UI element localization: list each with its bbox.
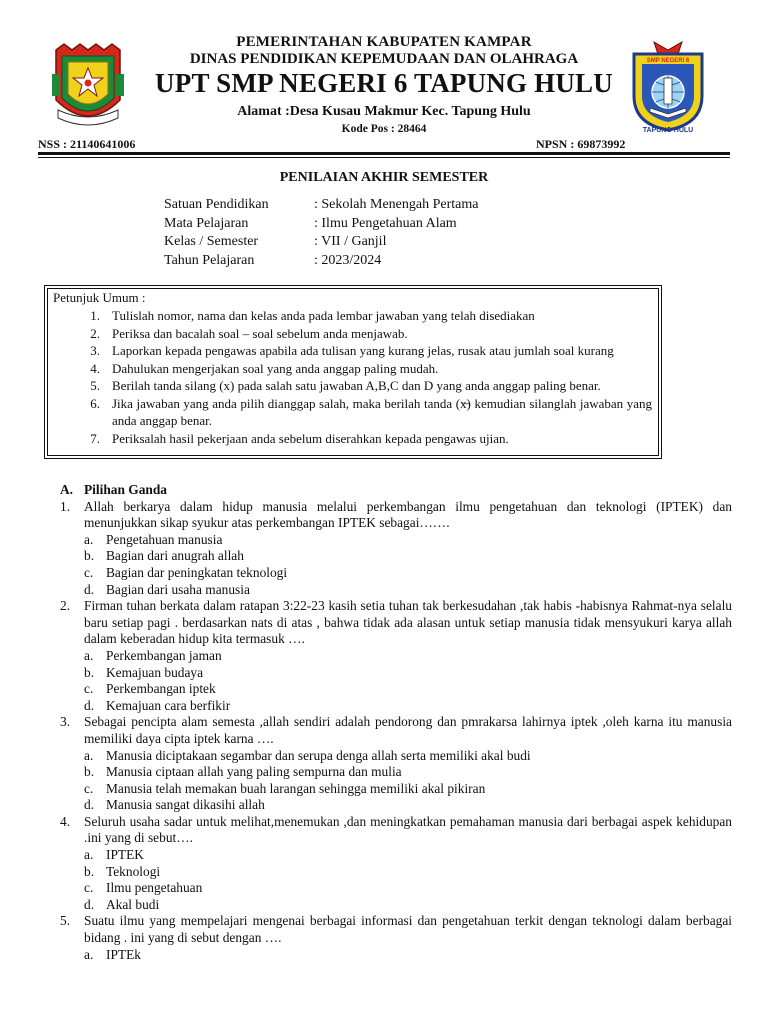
instruction-item — [68, 430, 652, 448]
option-text: Bagian dar peningkatan teknologi — [106, 564, 288, 580]
question-text: Sebagai pencipta alam semesta ,allah sendiri adalah pendorong dan pmrakarsa lahirnya iptek ,oleh karna itu manusia memiliki daya cipta iptek karna …. — [84, 714, 732, 746]
option-text: IPTEk — [106, 946, 141, 962]
school-name: UPT SMP NEGERI 6 TAPUNG HULU — [155, 68, 613, 98]
option-text: Perkembangan jaman — [106, 647, 222, 663]
exam-info — [164, 196, 478, 270]
instruction-number: 4. — [90, 360, 100, 376]
option-letter: a. — [84, 531, 94, 547]
option-text: Kemajuan cara berfikir — [106, 697, 231, 713]
option-letter: c. — [84, 564, 94, 580]
option-text: Manusia telah memakan buah larangan sehingga memiliki akal pikiran — [106, 780, 486, 796]
instructions-heading: Petunjuk Umum : — [53, 290, 146, 305]
instruction-item — [68, 342, 652, 360]
postal-code: Kode Pos : 28464 — [341, 123, 427, 135]
letterhead-divider-thin — [38, 157, 730, 158]
instruction-number: 1. — [90, 308, 100, 323]
section-letter: A. — [60, 482, 74, 497]
answer-option — [60, 698, 732, 715]
instructions-list — [68, 307, 652, 447]
section-heading — [60, 482, 732, 499]
question — [60, 714, 732, 747]
instruction-item — [68, 360, 652, 378]
info-value: : VII / Ganjil — [314, 234, 387, 249]
option-text: Teknologi — [106, 863, 161, 879]
question-number: 3. — [60, 714, 71, 730]
npsn-number: NPSN : 69873992 — [536, 137, 626, 151]
question-text: Suatu ilmu yang mempelajari mengenai berbagai informasi dan pengetahuan terkit dengan teknologi dalam berbagai bidang . ini yang di sebut dengan …. — [84, 913, 732, 946]
question-text: Seluruh usaha sadar untuk melihat,menemukan ,dan meningkatkan pemahaman manusia dari berbagai aspek kehidupan .ini yang di sebut…. — [84, 813, 732, 846]
question-text: Allah berkarya dalam hidup manusia melalui perkembangan ilmu pengetahuan dan teknologi (IPTEK) dan menunjukkan sikap syukur atas perkembangan IPTEK sebagai……. — [84, 498, 732, 531]
info-row — [164, 252, 478, 271]
question-text: Firman tuhan berkata dalam ratapan 3:22-23 kasih setia tuhan tak berkesudahan ,tak habis -habisnya Rahmat-nya selalu baru setiap pagi . berdasarkan nats di atas , bahwa tidak ada alasan untuk setiap manusia tidak mensyukuri karya allah dalam keberadan hidup kita termasuk …. — [84, 598, 732, 647]
info-value: : 2023/2024 — [314, 252, 382, 268]
info-label: Kelas / Semester — [164, 234, 259, 249]
question — [60, 814, 732, 847]
option-letter: d. — [84, 581, 95, 597]
option-letter: b. — [84, 764, 95, 780]
info-row — [164, 215, 478, 234]
answer-option — [60, 681, 732, 698]
info-label: Tahun Pelajaran — [164, 252, 255, 268]
option-text: Ilmu pengetahuan — [106, 880, 203, 896]
info-label: Mata Pelajaran — [164, 215, 249, 231]
option-text: Manusia sangat dikasihi allah — [106, 797, 265, 813]
option-text: Manusia ciptaan allah yang paling sempurna dan mulia — [106, 764, 402, 780]
option-text: Bagian dari usaha manusia — [106, 581, 250, 597]
department-name: DINAS PENDIDIKAN KEPEMUDAAN DAN OLAHRAGA — [189, 51, 579, 67]
option-letter: c. — [84, 681, 94, 697]
option-text: Perkembangan iptek — [106, 681, 216, 697]
answer-option — [60, 847, 732, 864]
answer-option — [60, 532, 732, 549]
option-letter: a. — [84, 847, 94, 863]
instruction-number: 2. — [90, 325, 100, 341]
question-number: 4. — [60, 813, 71, 829]
question — [60, 499, 732, 532]
instruction-text: Berilah tanda silang (x) pada salah satu jawaban A,B,C dan D yang anda anggap paling benar. — [112, 378, 601, 393]
answer-option — [60, 748, 732, 765]
answer-option — [60, 947, 732, 964]
option-text: Bagian dari anugrah allah — [106, 548, 244, 564]
answer-option — [60, 781, 732, 798]
option-letter: a. — [84, 747, 94, 763]
question-number: 1. — [60, 498, 71, 514]
instruction-number: 3. — [90, 343, 100, 358]
question-number: 2. — [60, 598, 71, 614]
option-text: Kemajuan budaya — [106, 664, 204, 680]
instruction-number: 7. — [90, 430, 100, 446]
answer-option — [60, 797, 732, 814]
instruction-number: 6. — [90, 395, 100, 411]
instruction-text: Periksalah hasil pekerjaan anda sebelum diserahkan kepada pengawas ujian. — [112, 430, 509, 446]
questions-section — [60, 482, 732, 963]
option-text: IPTEK — [106, 847, 144, 863]
option-letter: b. — [84, 863, 95, 879]
school-address: Alamat :Desa Kusau Makmur Kec. Tapung Hulu — [237, 104, 531, 119]
instruction-text: Tulislah nomor, nama dan kelas anda pada lembar jawaban yang telah disediakan — [112, 308, 535, 323]
option-text: Akal budi — [106, 896, 160, 912]
instruction-text: Laporkan kepada pengawas apabila ada tulisan yang kurang jelas, rusak atau jumlah soal kurang — [112, 343, 614, 358]
option-letter: b. — [84, 548, 95, 564]
option-letter: c. — [84, 880, 94, 896]
instruction-number: 5. — [90, 378, 100, 393]
letterhead-divider — [38, 152, 730, 155]
option-text: Manusia diciptakaan segambar dan serupa denga allah serta memiliki akal budi — [106, 747, 531, 763]
nss-number: NSS : 21140641006 — [38, 137, 136, 151]
answer-option — [60, 880, 732, 897]
answer-option — [60, 764, 732, 781]
option-letter: d. — [84, 797, 95, 813]
answer-option — [60, 648, 732, 665]
instruction-item — [68, 377, 652, 395]
question — [60, 913, 732, 946]
answer-option — [60, 582, 732, 599]
option-letter: b. — [84, 664, 95, 680]
question — [60, 598, 732, 648]
answer-option — [60, 864, 732, 881]
option-text: Pengetahuan manusia — [106, 531, 223, 547]
logo-bottom-text: TAPUNG HULU — [642, 127, 694, 134]
instructions-box — [47, 288, 659, 456]
info-row — [164, 196, 478, 215]
instruction-text: Periksa dan bacalah soal – soal sebelum anda menjawab. — [112, 325, 408, 341]
instruction-item — [68, 307, 652, 325]
info-row — [164, 233, 478, 252]
answer-option — [60, 548, 732, 565]
government-name: PEMERINTAHAN KABUPATEN KAMPAR — [236, 34, 532, 50]
section-title: Pilihan Ganda — [84, 482, 167, 497]
document-title: PENILAIAN AKHIR SEMESTER — [279, 170, 489, 185]
option-letter: d. — [84, 697, 95, 713]
instruction-text: Dahulukan mengerjakan soal yang anda anggap paling mudah. — [112, 360, 439, 376]
logo-top-text: SMP NEGERI 6 — [646, 58, 690, 64]
instruction-item — [68, 395, 652, 430]
answer-option — [60, 565, 732, 582]
instruction-text: Jika jawaban yang anda pilih dianggap salah, maka berilah tanda (x̶) kemudian silanglah jawaban yang anda anggap benar. — [112, 395, 652, 428]
option-letter: c. — [84, 780, 94, 796]
answer-option — [60, 897, 732, 914]
info-value: : Sekolah Menengah Pertama — [314, 197, 479, 212]
answer-option — [60, 665, 732, 682]
info-value: : Ilmu Pengetahuan Alam — [314, 215, 457, 231]
option-letter: a. — [84, 647, 94, 663]
info-label: Satuan Pendidikan — [164, 197, 269, 212]
question-number: 5. — [60, 913, 71, 929]
instruction-item — [68, 325, 652, 343]
option-letter: a. — [84, 946, 94, 962]
option-letter: d. — [84, 896, 95, 912]
